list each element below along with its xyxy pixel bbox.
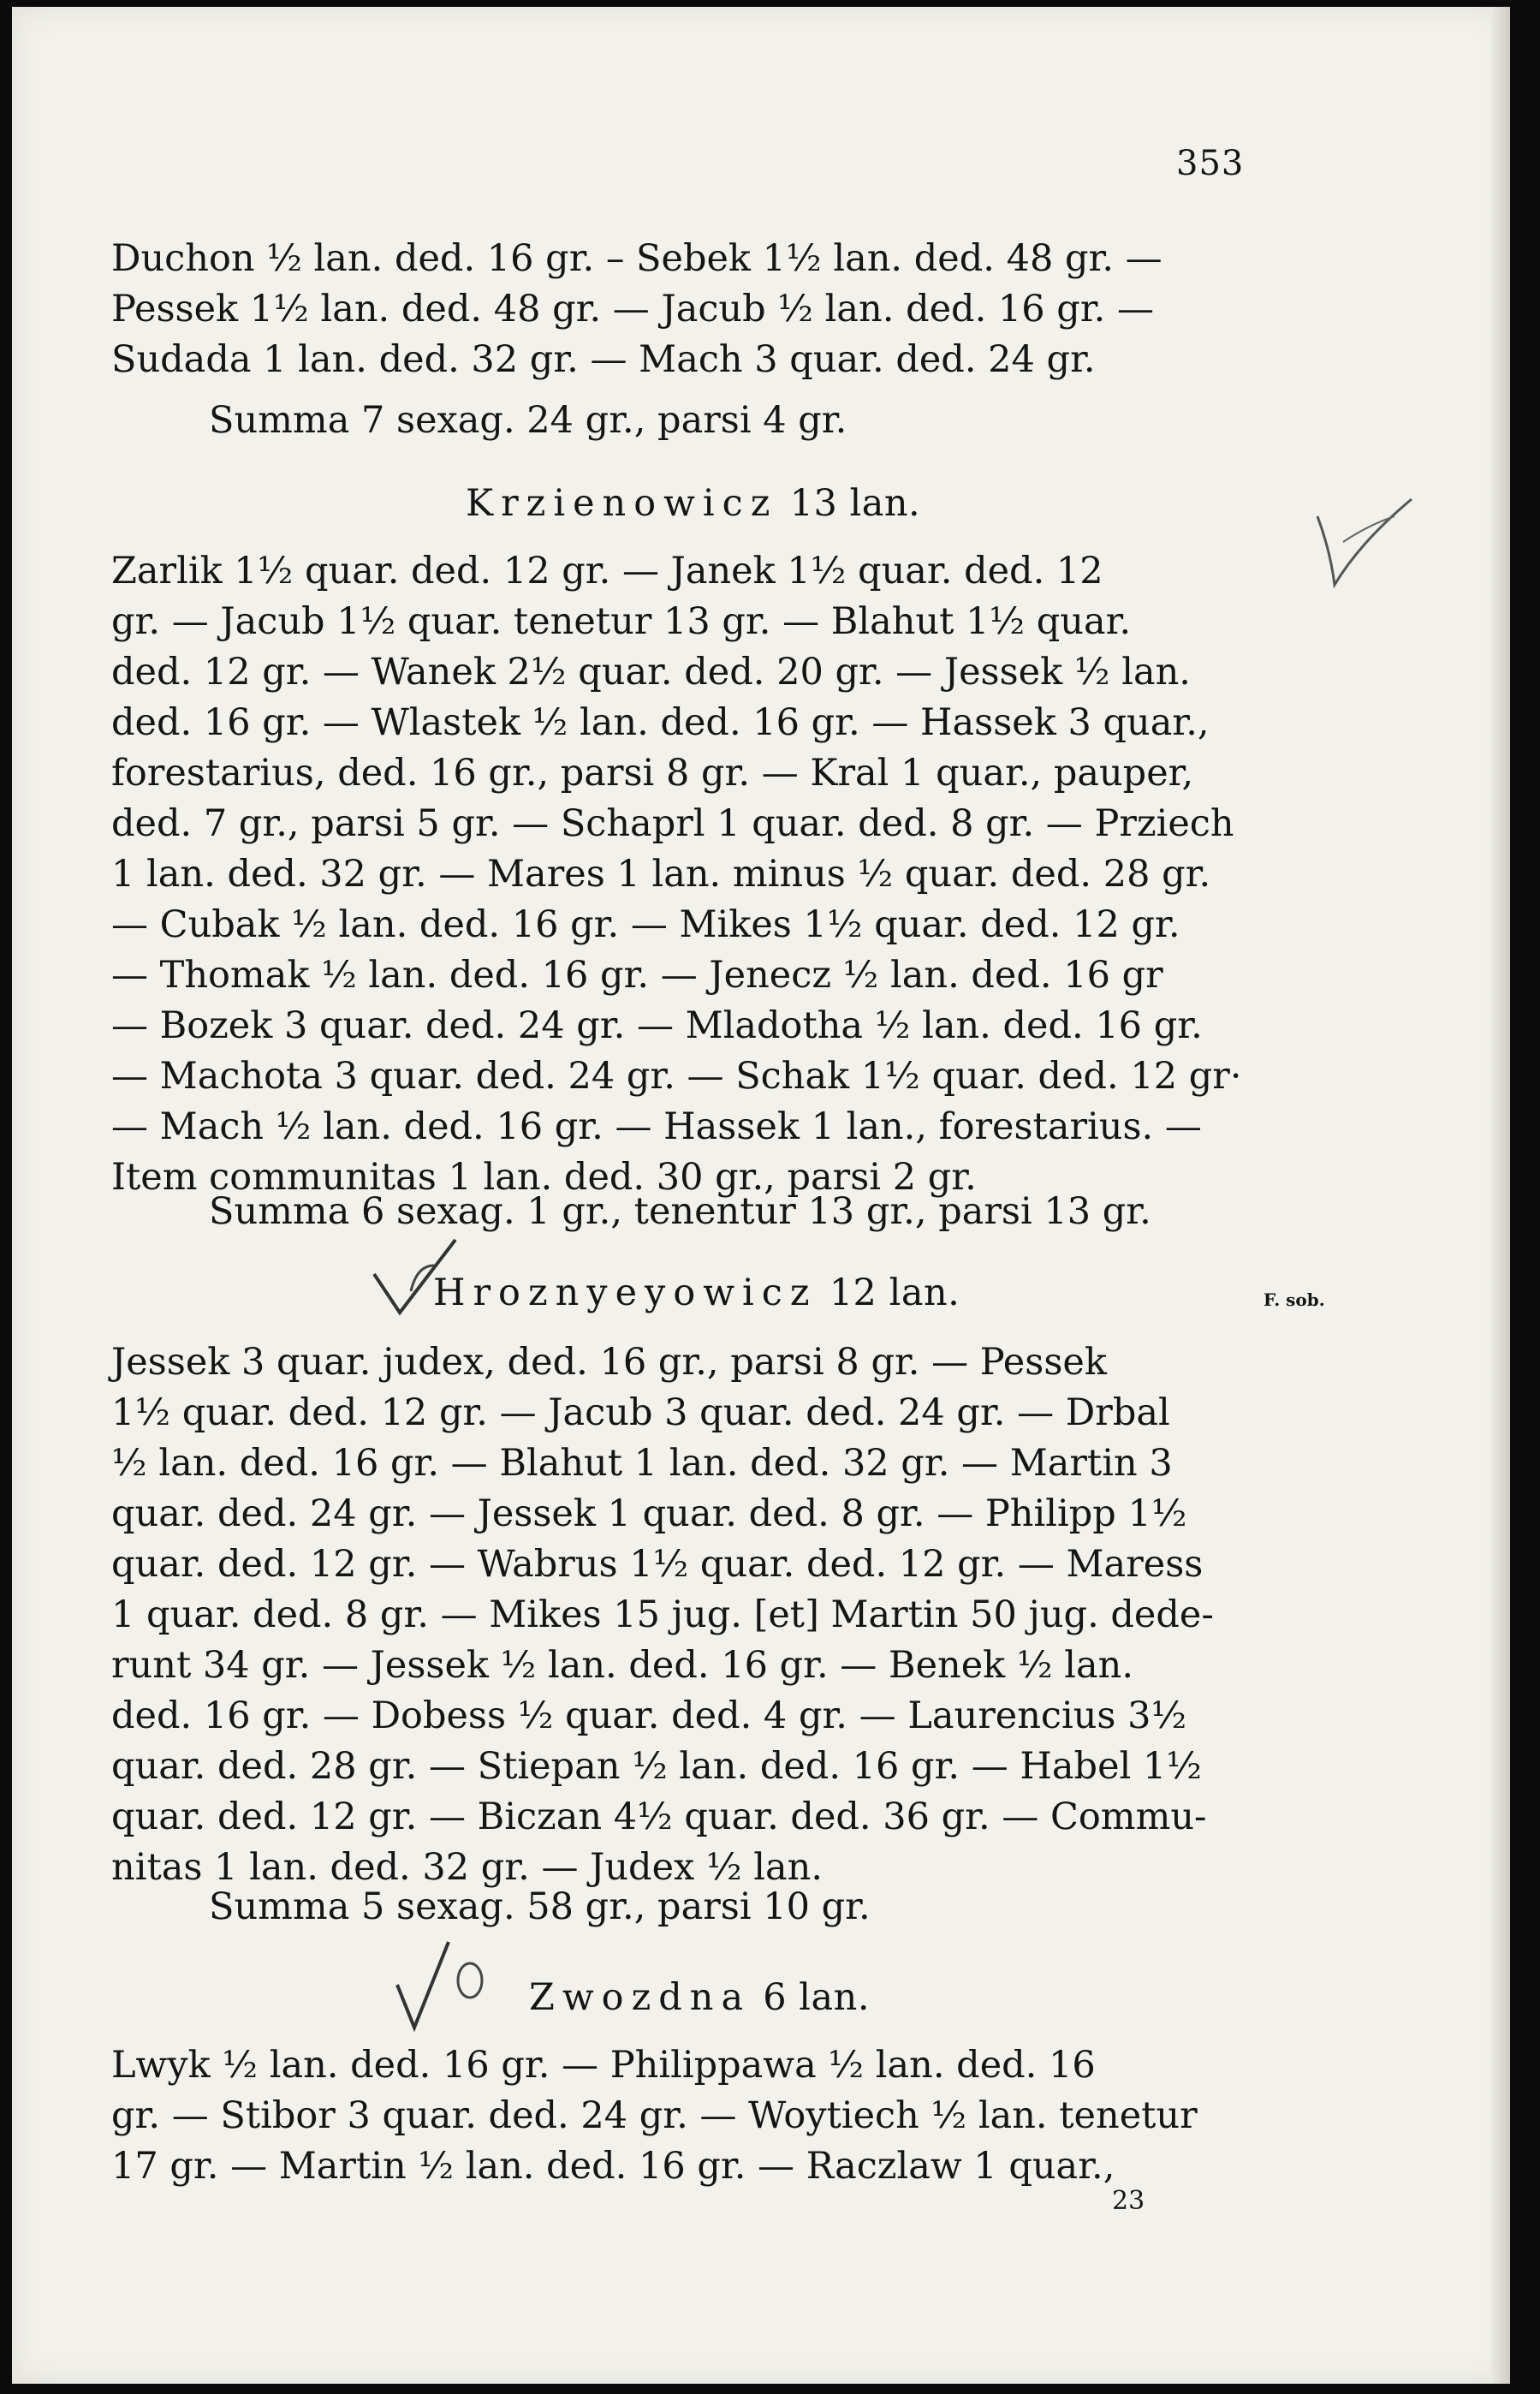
text-line: forestarius, ded. 16 gr., parsi 8 gr. — Kral 1 quar., pauper, — [111, 752, 1194, 795]
text-line: quar. ded. 28 gr. — Stiepan ½ lan. ded. 16 gr. — Habel 1½ — [111, 1745, 1202, 1788]
text-line: 17 gr. — Martin ½ lan. ded. 16 gr. — Raczlaw 1 quar., — [111, 2145, 1115, 2188]
text-line: gr. — Stibor 3 quar. ded. 24 gr. — Woytiech ½ lan. tenetur — [111, 2094, 1198, 2137]
summa-3: Summa 5 sexag. 58 gr., parsi 10 gr. — [209, 1885, 871, 1928]
margin-note: F. sob. — [1264, 1289, 1325, 1310]
heading-size: 6 lan. — [763, 1976, 871, 2019]
text-line: quar. ded. 12 gr. — Biczan 4½ quar. ded. 36 gr. — Commu- — [111, 1796, 1207, 1838]
check-mark-icon — [389, 1933, 500, 2045]
page — [12, 7, 1510, 2384]
text-line: Item communitas 1 lan. ded. 30 gr., parsi 2 gr. — [111, 1156, 977, 1199]
text-line: quar. ded. 12 gr. — Wabrus 1½ quar. ded. 12 gr. — Maress — [111, 1543, 1204, 1586]
page-number: 353 — [1176, 144, 1245, 183]
text-line: quar. ded. 24 gr. — Jessek 1 quar. ded. 8 gr. — Philipp 1½ — [111, 1492, 1187, 1535]
text-line: Sudada 1 lan. ded. 32 gr. — Mach 3 quar. ded. 24 gr. — [111, 338, 1096, 381]
text-line: gr. — Jacub 1½ quar. tenetur 13 gr. — Blahut 1½ quar. — [111, 600, 1132, 643]
entry-block-2 — [111, 546, 1255, 1203]
text-line: Pessek 1½ lan. ded. 48 gr. — Jacub ½ lan. ded. 16 gr. — — [111, 288, 1154, 331]
heading-name: Zwozdna — [529, 1976, 752, 2019]
entry-block-1 — [111, 234, 1255, 385]
text-line: 1 quar. ded. 8 gr. — Mikes 15 jug. [et] Martin 50 jug. dede- — [111, 1593, 1214, 1636]
check-mark-icon — [1309, 491, 1420, 593]
text-line: — Mach ½ lan. ded. 16 gr. — Hassek 1 lan., forestarius. — — [111, 1105, 1202, 1148]
text-line: ded. 7 gr., parsi 5 gr. — Schaprl 1 quar. ded. 8 gr. — Prziech — [111, 802, 1234, 845]
heading-name: Krzienowicz — [466, 482, 778, 525]
text-line: 1 lan. ded. 32 gr. — Mares 1 lan. minus ½ quar. ded. 28 gr. — [111, 853, 1211, 896]
text-line: ded. 12 gr. — Wanek 2½ quar. ded. 20 gr. — Jessek ½ lan. — [111, 651, 1191, 694]
text-line: Jessek 3 quar. judex, ded. 16 gr., parsi 8 gr. — Pessek — [111, 1341, 1107, 1384]
text-line: — Cubak ½ lan. ded. 16 gr. — Mikes 1½ quar. ded. 12 gr. — [111, 903, 1180, 946]
signature-mark: 23 — [1112, 2186, 1145, 2216]
text-line: ded. 16 gr. — Wlastek ½ lan. ded. 16 gr. — Hassek 3 quar., — [111, 701, 1210, 744]
heading-krzienowicz — [466, 482, 920, 525]
text-line: nitas 1 lan. ded. 32 gr. — Judex ½ lan. — [111, 1846, 824, 1889]
heading-zwozdna — [529, 1976, 870, 2019]
text-line: — Bozek 3 quar. ded. 24 gr. — Mladotha ½ lan. ded. 16 gr. — [111, 1004, 1203, 1047]
text-line: Lwyk ½ lan. ded. 16 gr. — Philippawa ½ lan. ded. 16 — [111, 2044, 1096, 2087]
text-line: Zarlik 1½ quar. ded. 12 gr. — Janek 1½ quar. ded. 12 — [111, 550, 1103, 593]
text-line: Duchon ½ lan. ded. 16 gr. – Sebek 1½ lan. ded. 48 gr. — — [111, 237, 1162, 280]
text-line: ½ lan. ded. 16 gr. — Blahut 1 lan. ded. 32 gr. — Martin 3 — [111, 1442, 1173, 1485]
heading-size: 13 lan. — [789, 482, 921, 525]
summa-2: Summa 6 sexag. 1 gr., tenentur 13 gr., parsi 13 gr. — [209, 1190, 1151, 1233]
text-line: ded. 16 gr. — Dobess ½ quar. ded. 4 gr. — Laurencius 3½ — [111, 1694, 1187, 1737]
heading-hroznyeyowicz — [433, 1271, 960, 1314]
heading-name: Hroznyeyowicz — [433, 1271, 818, 1314]
text-line: — Machota 3 quar. ded. 24 gr. — Schak 1½ quar. ded. 12 gr· — [111, 1055, 1242, 1098]
text-line: — Thomak ½ lan. ded. 16 gr. — Jenecz ½ lan. ded. 16 gr — [111, 954, 1163, 997]
heading-size: 12 lan. — [829, 1271, 960, 1314]
text-line: runt 34 gr. — Jessek ½ lan. ded. 16 gr. — Benek ½ lan. — [111, 1644, 1133, 1687]
page-edge — [1491, 7, 1510, 2384]
text-line: 1½ quar. ded. 12 gr. — Jacub 3 quar. ded. 24 gr. — Drbal — [111, 1391, 1170, 1434]
entry-block-4 — [111, 2040, 1255, 2192]
entry-block-3 — [111, 1337, 1255, 1893]
summa-1: Summa 7 sexag. 24 gr., parsi 4 gr. — [209, 399, 847, 442]
